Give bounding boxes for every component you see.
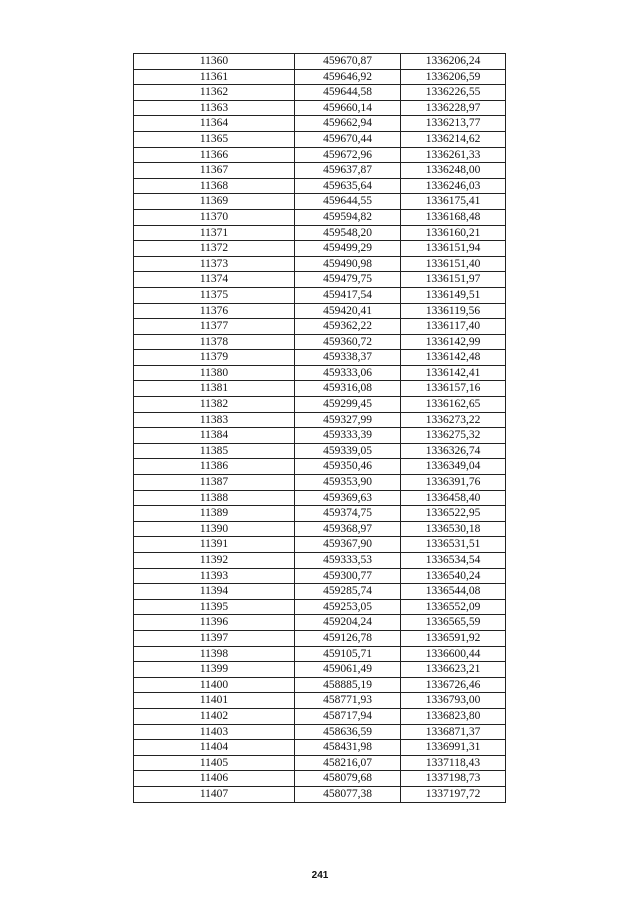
point-number-cell: 11380 (134, 365, 295, 381)
table-row (134, 365, 506, 381)
x-coordinate-cell: 459338,37 (295, 350, 401, 366)
x-coordinate-cell: 459362,22 (295, 319, 401, 335)
point-number-cell: 11403 (134, 724, 295, 740)
y-coordinate-cell: 1336275,32 (401, 428, 506, 444)
x-coordinate-cell: 459660,14 (295, 100, 401, 116)
point-number-cell: 11364 (134, 116, 295, 132)
y-coordinate-cell: 1336214,62 (401, 131, 506, 147)
y-coordinate-cell: 1336149,51 (401, 287, 506, 303)
y-coordinate-cell: 1336206,24 (401, 54, 506, 70)
table-row (134, 147, 506, 163)
x-coordinate-cell: 459490,98 (295, 256, 401, 272)
table-row (134, 334, 506, 350)
y-coordinate-cell: 1337118,43 (401, 755, 506, 771)
y-coordinate-cell: 1336540,24 (401, 568, 506, 584)
point-number-cell: 11388 (134, 490, 295, 506)
y-coordinate-cell: 1336544,08 (401, 584, 506, 600)
table-row (134, 521, 506, 537)
x-coordinate-cell: 458077,38 (295, 786, 401, 802)
y-coordinate-cell: 1336623,21 (401, 662, 506, 678)
y-coordinate-cell: 1337197,72 (401, 786, 506, 802)
y-coordinate-cell: 1336793,00 (401, 693, 506, 709)
table-row (134, 54, 506, 70)
y-coordinate-cell: 1336565,59 (401, 615, 506, 631)
y-coordinate-cell: 1336726,46 (401, 677, 506, 693)
table-row (134, 272, 506, 288)
y-coordinate-cell: 1336157,16 (401, 381, 506, 397)
table-row (134, 615, 506, 631)
point-number-cell: 11363 (134, 100, 295, 116)
table-row (134, 69, 506, 85)
point-number-cell: 11404 (134, 740, 295, 756)
x-coordinate-cell: 459253,05 (295, 599, 401, 615)
point-number-cell: 11375 (134, 287, 295, 303)
table-row (134, 708, 506, 724)
y-coordinate-cell: 1336142,99 (401, 334, 506, 350)
table-row (134, 163, 506, 179)
table-row (134, 397, 506, 413)
point-number-cell: 11367 (134, 163, 295, 179)
x-coordinate-cell: 459339,05 (295, 443, 401, 459)
table-row (134, 490, 506, 506)
point-number-cell: 11391 (134, 537, 295, 553)
x-coordinate-cell: 458636,59 (295, 724, 401, 740)
x-coordinate-cell: 459333,39 (295, 428, 401, 444)
x-coordinate-cell: 459333,53 (295, 553, 401, 569)
y-coordinate-cell: 1336151,97 (401, 272, 506, 288)
y-coordinate-cell: 1336226,55 (401, 85, 506, 101)
table-row (134, 724, 506, 740)
x-coordinate-cell: 459635,64 (295, 178, 401, 194)
x-coordinate-cell: 459360,72 (295, 334, 401, 350)
x-coordinate-cell: 459672,96 (295, 147, 401, 163)
table-row (134, 256, 506, 272)
point-number-cell: 11397 (134, 630, 295, 646)
point-number-cell: 11392 (134, 553, 295, 569)
table-row (134, 100, 506, 116)
y-coordinate-cell: 1337198,73 (401, 771, 506, 787)
point-number-cell: 11394 (134, 584, 295, 600)
y-coordinate-cell: 1336591,92 (401, 630, 506, 646)
point-number-cell: 11407 (134, 786, 295, 802)
x-coordinate-cell: 459420,41 (295, 303, 401, 319)
point-number-cell: 11360 (134, 54, 295, 70)
y-coordinate-cell: 1336206,59 (401, 69, 506, 85)
x-coordinate-cell: 459594,82 (295, 209, 401, 225)
y-coordinate-cell: 1336531,51 (401, 537, 506, 553)
point-number-cell: 11361 (134, 69, 295, 85)
y-coordinate-cell: 1336228,97 (401, 100, 506, 116)
point-number-cell: 11400 (134, 677, 295, 693)
y-coordinate-cell: 1336530,18 (401, 521, 506, 537)
point-number-cell: 11395 (134, 599, 295, 615)
table-row (134, 194, 506, 210)
x-coordinate-cell: 459368,97 (295, 521, 401, 537)
table-row (134, 786, 506, 802)
x-coordinate-cell: 459285,74 (295, 584, 401, 600)
point-number-cell: 11378 (134, 334, 295, 350)
x-coordinate-cell: 459662,94 (295, 116, 401, 132)
table-row (134, 319, 506, 335)
y-coordinate-cell: 1336151,94 (401, 241, 506, 257)
point-number-cell: 11365 (134, 131, 295, 147)
x-coordinate-cell: 458216,07 (295, 755, 401, 771)
x-coordinate-cell: 459367,90 (295, 537, 401, 553)
table-row (134, 443, 506, 459)
table-row (134, 693, 506, 709)
point-number-cell: 11381 (134, 381, 295, 397)
x-coordinate-cell: 459670,44 (295, 131, 401, 147)
y-coordinate-cell: 1336871,37 (401, 724, 506, 740)
point-number-cell: 11366 (134, 147, 295, 163)
table-row (134, 287, 506, 303)
y-coordinate-cell: 1336458,40 (401, 490, 506, 506)
y-coordinate-cell: 1336273,22 (401, 412, 506, 428)
table-row (134, 350, 506, 366)
y-coordinate-cell: 1336213,77 (401, 116, 506, 132)
y-coordinate-cell: 1336117,40 (401, 319, 506, 335)
point-number-cell: 11390 (134, 521, 295, 537)
point-number-cell: 11385 (134, 443, 295, 459)
x-coordinate-cell: 459204,24 (295, 615, 401, 631)
x-coordinate-cell: 458771,93 (295, 693, 401, 709)
y-coordinate-cell: 1336391,76 (401, 475, 506, 491)
x-coordinate-cell: 459479,75 (295, 272, 401, 288)
table-row (134, 537, 506, 553)
table-row (134, 225, 506, 241)
x-coordinate-cell: 459369,63 (295, 490, 401, 506)
y-coordinate-cell: 1336119,56 (401, 303, 506, 319)
x-coordinate-cell: 459350,46 (295, 459, 401, 475)
y-coordinate-cell: 1336326,74 (401, 443, 506, 459)
table-row (134, 241, 506, 257)
x-coordinate-cell: 459644,58 (295, 85, 401, 101)
point-number-cell: 11405 (134, 755, 295, 771)
x-coordinate-cell: 458717,94 (295, 708, 401, 724)
y-coordinate-cell: 1336175,41 (401, 194, 506, 210)
point-number-cell: 11376 (134, 303, 295, 319)
table-row (134, 677, 506, 693)
point-number-cell: 11379 (134, 350, 295, 366)
point-number-cell: 11374 (134, 272, 295, 288)
x-coordinate-cell: 458885,19 (295, 677, 401, 693)
point-number-cell: 11362 (134, 85, 295, 101)
y-coordinate-cell: 1336600,44 (401, 646, 506, 662)
x-coordinate-cell: 458079,68 (295, 771, 401, 787)
point-number-cell: 11396 (134, 615, 295, 631)
point-number-cell: 11369 (134, 194, 295, 210)
point-number-cell: 11389 (134, 506, 295, 522)
x-coordinate-cell: 459061,49 (295, 662, 401, 678)
x-coordinate-cell: 459637,87 (295, 163, 401, 179)
point-number-cell: 11384 (134, 428, 295, 444)
point-number-cell: 11401 (134, 693, 295, 709)
point-number-cell: 11406 (134, 771, 295, 787)
x-coordinate-cell: 459126,78 (295, 630, 401, 646)
coordinates-table-body (134, 54, 506, 803)
y-coordinate-cell: 1336248,00 (401, 163, 506, 179)
point-number-cell: 11368 (134, 178, 295, 194)
table-row (134, 178, 506, 194)
table-row (134, 475, 506, 491)
y-coordinate-cell: 1336823,80 (401, 708, 506, 724)
y-coordinate-cell: 1336151,40 (401, 256, 506, 272)
y-coordinate-cell: 1336261,33 (401, 147, 506, 163)
table-row (134, 630, 506, 646)
page-number: 241 (311, 870, 329, 881)
point-number-cell: 11373 (134, 256, 295, 272)
table-row (134, 568, 506, 584)
table-row (134, 428, 506, 444)
table-row (134, 506, 506, 522)
table-row (134, 381, 506, 397)
x-coordinate-cell: 459374,75 (295, 506, 401, 522)
point-number-cell: 11371 (134, 225, 295, 241)
point-number-cell: 11387 (134, 475, 295, 491)
y-coordinate-cell: 1336349,04 (401, 459, 506, 475)
point-number-cell: 11383 (134, 412, 295, 428)
y-coordinate-cell: 1336552,09 (401, 599, 506, 615)
table-row (134, 771, 506, 787)
x-coordinate-cell: 459299,45 (295, 397, 401, 413)
table-row (134, 553, 506, 569)
y-coordinate-cell: 1336142,41 (401, 365, 506, 381)
x-coordinate-cell: 459417,54 (295, 287, 401, 303)
y-coordinate-cell: 1336160,21 (401, 225, 506, 241)
x-coordinate-cell: 459644,55 (295, 194, 401, 210)
y-coordinate-cell: 1336522,95 (401, 506, 506, 522)
point-number-cell: 11372 (134, 241, 295, 257)
point-number-cell: 11386 (134, 459, 295, 475)
y-coordinate-cell: 1336246,03 (401, 178, 506, 194)
table-row (134, 209, 506, 225)
point-number-cell: 11370 (134, 209, 295, 225)
y-coordinate-cell: 1336168,48 (401, 209, 506, 225)
x-coordinate-cell: 459548,20 (295, 225, 401, 241)
x-coordinate-cell: 459300,77 (295, 568, 401, 584)
table-row (134, 85, 506, 101)
point-number-cell: 11398 (134, 646, 295, 662)
x-coordinate-cell: 459670,87 (295, 54, 401, 70)
table-row (134, 116, 506, 132)
table-row (134, 646, 506, 662)
x-coordinate-cell: 459105,71 (295, 646, 401, 662)
table-row (134, 412, 506, 428)
y-coordinate-cell: 1336142,48 (401, 350, 506, 366)
x-coordinate-cell: 459333,06 (295, 365, 401, 381)
point-number-cell: 11402 (134, 708, 295, 724)
point-number-cell: 11399 (134, 662, 295, 678)
x-coordinate-cell: 459316,08 (295, 381, 401, 397)
coordinates-table (133, 53, 506, 803)
table-row (134, 584, 506, 600)
x-coordinate-cell: 458431,98 (295, 740, 401, 756)
y-coordinate-cell: 1336534,54 (401, 553, 506, 569)
point-number-cell: 11377 (134, 319, 295, 335)
table-row (134, 599, 506, 615)
table-row (134, 755, 506, 771)
y-coordinate-cell: 1336162,65 (401, 397, 506, 413)
table-row (134, 303, 506, 319)
table-row (134, 131, 506, 147)
table-row (134, 459, 506, 475)
point-number-cell: 11393 (134, 568, 295, 584)
x-coordinate-cell: 459646,92 (295, 69, 401, 85)
x-coordinate-cell: 459327,99 (295, 412, 401, 428)
point-number-cell: 11382 (134, 397, 295, 413)
table-row (134, 740, 506, 756)
y-coordinate-cell: 1336991,31 (401, 740, 506, 756)
table-row (134, 662, 506, 678)
x-coordinate-cell: 459499,29 (295, 241, 401, 257)
x-coordinate-cell: 459353,90 (295, 475, 401, 491)
